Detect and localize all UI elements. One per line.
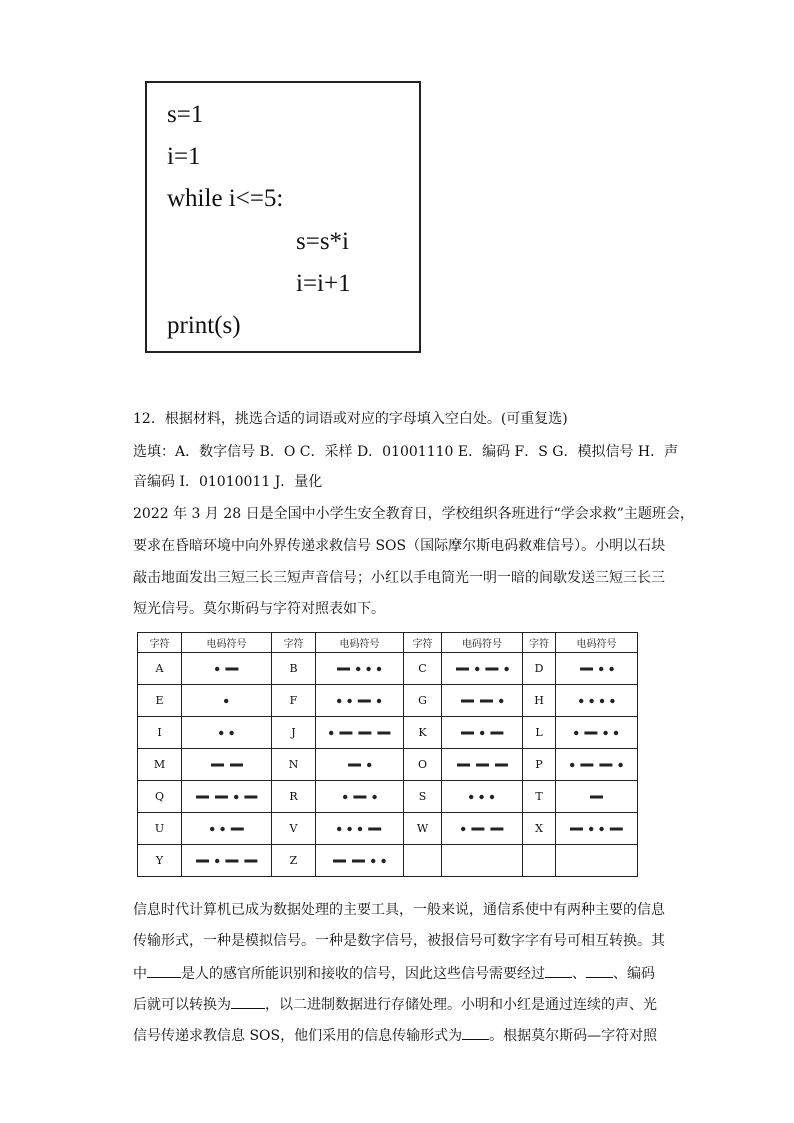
answer-blank-2[interactable] xyxy=(545,963,572,978)
morse-code-cell xyxy=(556,653,638,685)
morse-dot xyxy=(604,730,608,734)
char-cell: X xyxy=(523,813,556,845)
paragraph-1-line-2: 要求在昏暗环境中向外界传递求救信号 SOS（国际摩尔斯电码救难信号）。小明以石块 xyxy=(133,538,666,554)
morse-symbols xyxy=(208,823,246,835)
char-cell: P xyxy=(523,749,556,781)
morse-code-cell xyxy=(182,781,272,813)
morse-dash xyxy=(225,859,238,862)
char-cell: L xyxy=(523,717,556,749)
morse-code-cell xyxy=(442,781,523,813)
char-cell: O xyxy=(404,749,442,781)
morse-dot xyxy=(610,698,614,702)
morse-dot xyxy=(337,698,341,702)
morse-dot xyxy=(490,794,494,798)
code-line-3: while i<=5: xyxy=(167,185,284,212)
morse-dot xyxy=(224,698,228,702)
text-fragment: 、编码 xyxy=(613,966,655,982)
morse-symbols xyxy=(194,791,259,803)
char-cell: J xyxy=(272,717,316,749)
morse-symbols xyxy=(568,759,625,771)
table-row xyxy=(138,845,638,877)
morse-dash xyxy=(196,795,209,798)
code-line-1: s=1 xyxy=(167,101,204,128)
morse-dot xyxy=(358,826,362,830)
morse-dot xyxy=(210,826,214,830)
table-row xyxy=(138,781,638,813)
morse-dash xyxy=(348,763,361,766)
table-row xyxy=(138,717,638,749)
morse-symbols xyxy=(459,823,505,835)
morse-dash xyxy=(471,827,484,830)
morse-code-cell xyxy=(556,717,638,749)
morse-dot xyxy=(377,666,381,670)
morse-dot xyxy=(579,698,583,702)
code-snippet-box xyxy=(145,81,421,353)
paragraph-2-line-5 xyxy=(133,1025,657,1045)
morse-dot xyxy=(600,698,604,702)
paragraph-2-line-3 xyxy=(133,963,655,983)
morse-code-cell xyxy=(442,845,523,877)
morse-dash xyxy=(353,795,366,798)
morse-symbols xyxy=(341,791,379,803)
morse-dash xyxy=(244,859,257,862)
char-cell: C xyxy=(404,653,442,685)
char-cell: Q xyxy=(138,781,182,813)
morse-dot xyxy=(215,666,219,670)
code-line-2: i=1 xyxy=(167,143,201,170)
morse-dash xyxy=(244,795,257,798)
morse-symbols xyxy=(217,727,236,739)
morse-dash xyxy=(230,827,243,830)
char-cell: F xyxy=(272,685,316,717)
morse-code-cell xyxy=(316,813,404,845)
morse-dash xyxy=(339,731,352,734)
morse-code-cell xyxy=(442,653,523,685)
morse-dot xyxy=(220,826,224,830)
morse-symbols xyxy=(455,759,510,771)
morse-code-cell xyxy=(316,653,404,685)
morse-dot xyxy=(343,794,347,798)
morse-dash xyxy=(369,827,382,830)
morse-code-cell xyxy=(182,813,272,845)
char-cell xyxy=(404,845,442,877)
morse-dot xyxy=(348,826,352,830)
morse-dash xyxy=(610,827,623,830)
header-code: 电码符号 xyxy=(442,633,523,653)
morse-dot xyxy=(574,730,578,734)
paragraph-2-line-2: 传输形式，一种是模拟信号。一种是数字信号，被报信号可数字字有号可相互转换。其 xyxy=(133,933,665,949)
morse-dot xyxy=(589,698,593,702)
morse-code-cell xyxy=(316,845,404,877)
char-cell: A xyxy=(138,653,182,685)
morse-dot xyxy=(229,730,233,734)
char-cell: T xyxy=(523,781,556,813)
morse-symbols xyxy=(222,695,232,707)
morse-dash xyxy=(485,667,498,670)
char-cell: I xyxy=(138,717,182,749)
morse-dash xyxy=(476,763,489,766)
paragraph-1-line-1: 2022 年 3 月 28 日是全国中小学生安全教育日，学校组织各班进行“学会求救”主题班会， xyxy=(133,506,694,522)
morse-dash xyxy=(461,699,474,702)
morse-dot xyxy=(337,826,341,830)
morse-dot xyxy=(377,698,381,702)
text-fragment: 。根据莫尔斯码—字符对照 xyxy=(489,1028,658,1044)
morse-dot xyxy=(469,794,473,798)
char-cell: D xyxy=(523,653,556,685)
morse-symbols xyxy=(335,695,383,707)
morse-dash xyxy=(580,763,593,766)
answer-blank-1[interactable] xyxy=(147,963,181,978)
morse-symbols xyxy=(327,727,392,739)
morse-dot xyxy=(609,666,613,670)
char-cell: M xyxy=(138,749,182,781)
morse-dot xyxy=(371,858,375,862)
morse-symbols xyxy=(577,695,617,707)
morse-code-cell xyxy=(556,781,638,813)
morse-dash xyxy=(490,827,503,830)
morse-code-cell xyxy=(182,685,272,717)
morse-dot xyxy=(614,730,618,734)
morse-dot xyxy=(599,666,603,670)
morse-dot xyxy=(356,666,360,670)
morse-symbols xyxy=(572,727,620,739)
morse-symbols xyxy=(194,855,259,867)
header-char: 字符 xyxy=(138,633,182,653)
morse-dash xyxy=(352,859,365,862)
paragraph-2-line-4 xyxy=(133,994,657,1014)
morse-symbols xyxy=(346,759,373,771)
morse-dot xyxy=(618,762,622,766)
header-char: 字符 xyxy=(523,633,556,653)
morse-dash xyxy=(585,731,598,734)
morse-dot xyxy=(589,826,593,830)
morse-code-cell xyxy=(442,717,523,749)
header-char: 字符 xyxy=(272,633,316,653)
text-fragment: 、 xyxy=(572,966,586,982)
morse-dot xyxy=(367,666,371,670)
morse-dash xyxy=(599,763,612,766)
morse-dot xyxy=(329,730,333,734)
morse-dot xyxy=(504,666,508,670)
header-code: 电码符号 xyxy=(556,633,638,653)
morse-code-cell xyxy=(316,685,404,717)
morse-code-cell xyxy=(556,845,638,877)
morse-dot xyxy=(372,794,376,798)
char-cell: Y xyxy=(138,845,182,877)
morse-dash xyxy=(358,699,371,702)
char-cell: Z xyxy=(272,845,316,877)
morse-dot xyxy=(367,762,371,766)
answer-blank-4[interactable] xyxy=(231,994,265,1009)
char-cell xyxy=(523,845,556,877)
table-row xyxy=(138,685,638,717)
char-cell: W xyxy=(404,813,442,845)
morse-dash xyxy=(196,859,209,862)
char-cell: V xyxy=(272,813,316,845)
morse-dash xyxy=(230,763,243,766)
morse-dash xyxy=(337,667,350,670)
morse-code-cell xyxy=(182,749,272,781)
morse-code-cell xyxy=(182,845,272,877)
morse-symbols xyxy=(578,663,616,675)
morse-dash xyxy=(461,731,474,734)
text-fragment: ，以二进制数据进行存储处理。小明和小红是通过连续的声、光 xyxy=(265,997,657,1013)
table-row xyxy=(138,813,638,845)
morse-symbols xyxy=(335,823,383,835)
morse-dash xyxy=(590,795,603,798)
morse-symbols xyxy=(459,695,505,707)
morse-code-cell xyxy=(556,813,638,845)
text-fragment: 信号传递求教信息 SOS，他们采用的信息传输形式为 xyxy=(133,1028,463,1044)
morse-code-cell xyxy=(442,813,523,845)
header-code: 电码符号 xyxy=(182,633,272,653)
morse-dash xyxy=(480,699,493,702)
morse-dash xyxy=(495,763,508,766)
morse-code-table xyxy=(137,632,638,877)
morse-code-cell xyxy=(316,781,404,813)
morse-dot xyxy=(215,858,219,862)
options-line-2: 音编码 I．01010011 J．量化 xyxy=(133,474,323,490)
morse-dot xyxy=(234,794,238,798)
morse-symbols xyxy=(459,727,505,739)
morse-symbols xyxy=(335,663,383,675)
options-line-1: 选填：A．数字信号 B．O C．采样 D．01001110 E．编码 F．S G．模拟信号 H．声 xyxy=(133,444,679,460)
morse-dash xyxy=(490,731,503,734)
table-header-row xyxy=(138,633,638,653)
morse-code-cell xyxy=(182,653,272,685)
morse-symbols xyxy=(467,791,496,803)
morse-dot xyxy=(499,698,503,702)
answer-blank-3[interactable] xyxy=(586,963,613,978)
char-cell: U xyxy=(138,813,182,845)
char-cell: G xyxy=(404,685,442,717)
paragraph-2-line-1: 信息时代计算机已成为数据处理的主要工具，一般来说，通信系使中有两种主要的信息 xyxy=(133,902,665,918)
morse-symbols xyxy=(331,855,388,867)
morse-dot xyxy=(461,826,465,830)
morse-symbols xyxy=(568,823,625,835)
char-cell: E xyxy=(138,685,182,717)
morse-code-cell xyxy=(556,685,638,717)
morse-dot xyxy=(599,826,603,830)
morse-dash xyxy=(211,763,224,766)
paragraph-1-line-4: 短光信号。莫尔斯码与字符对照表如下。 xyxy=(133,601,385,617)
text-fragment: 是人的感官所能识别和接收的信号，因此这些信号需要经过 xyxy=(181,966,545,982)
morse-dash xyxy=(215,795,228,798)
morse-dot xyxy=(381,858,385,862)
morse-dot xyxy=(480,794,484,798)
morse-dash xyxy=(570,827,583,830)
morse-code-cell xyxy=(182,717,272,749)
morse-code-cell xyxy=(556,749,638,781)
morse-dash xyxy=(333,859,346,862)
code-line-6: print(s) xyxy=(167,312,241,339)
morse-symbols xyxy=(588,791,605,803)
morse-code-cell xyxy=(442,749,523,781)
question-title: 12．根据材料，挑选合适的词语或对应的字母填入空白处。(可重复选) xyxy=(133,411,568,427)
code-line-5: i=i+1 xyxy=(296,270,351,297)
char-cell: N xyxy=(272,749,316,781)
table-row xyxy=(138,653,638,685)
morse-dot xyxy=(570,762,574,766)
paragraph-1-line-3: 敲击地面发出三短三长三短声音信号；小红以手电筒光一明一暗的间歇发送三短三长三 xyxy=(133,570,665,586)
char-cell: S xyxy=(404,781,442,813)
morse-dash xyxy=(377,731,390,734)
header-char: 字符 xyxy=(404,633,442,653)
morse-dash xyxy=(457,763,470,766)
char-cell: H xyxy=(523,685,556,717)
morse-symbols xyxy=(454,663,511,675)
header-code: 电码符号 xyxy=(316,633,404,653)
answer-blank-5[interactable] xyxy=(462,1025,489,1040)
char-cell: B xyxy=(272,653,316,685)
code-line-4: s=s*i xyxy=(296,228,350,255)
morse-dash xyxy=(358,731,371,734)
char-cell: R xyxy=(272,781,316,813)
char-cell: K xyxy=(404,717,442,749)
morse-code-cell xyxy=(442,685,523,717)
morse-dot xyxy=(219,730,223,734)
morse-dot xyxy=(348,698,352,702)
morse-dot xyxy=(480,730,484,734)
morse-symbols xyxy=(209,759,245,771)
morse-code-cell xyxy=(316,749,404,781)
morse-dash xyxy=(225,667,238,670)
morse-code-cell xyxy=(316,717,404,749)
morse-dash xyxy=(580,667,593,670)
morse-symbols xyxy=(213,663,240,675)
text-fragment: 中 xyxy=(133,966,147,982)
morse-dot xyxy=(475,666,479,670)
table-row xyxy=(138,749,638,781)
text-fragment: 后就可以转换为 xyxy=(133,997,231,1013)
morse-dash xyxy=(456,667,469,670)
